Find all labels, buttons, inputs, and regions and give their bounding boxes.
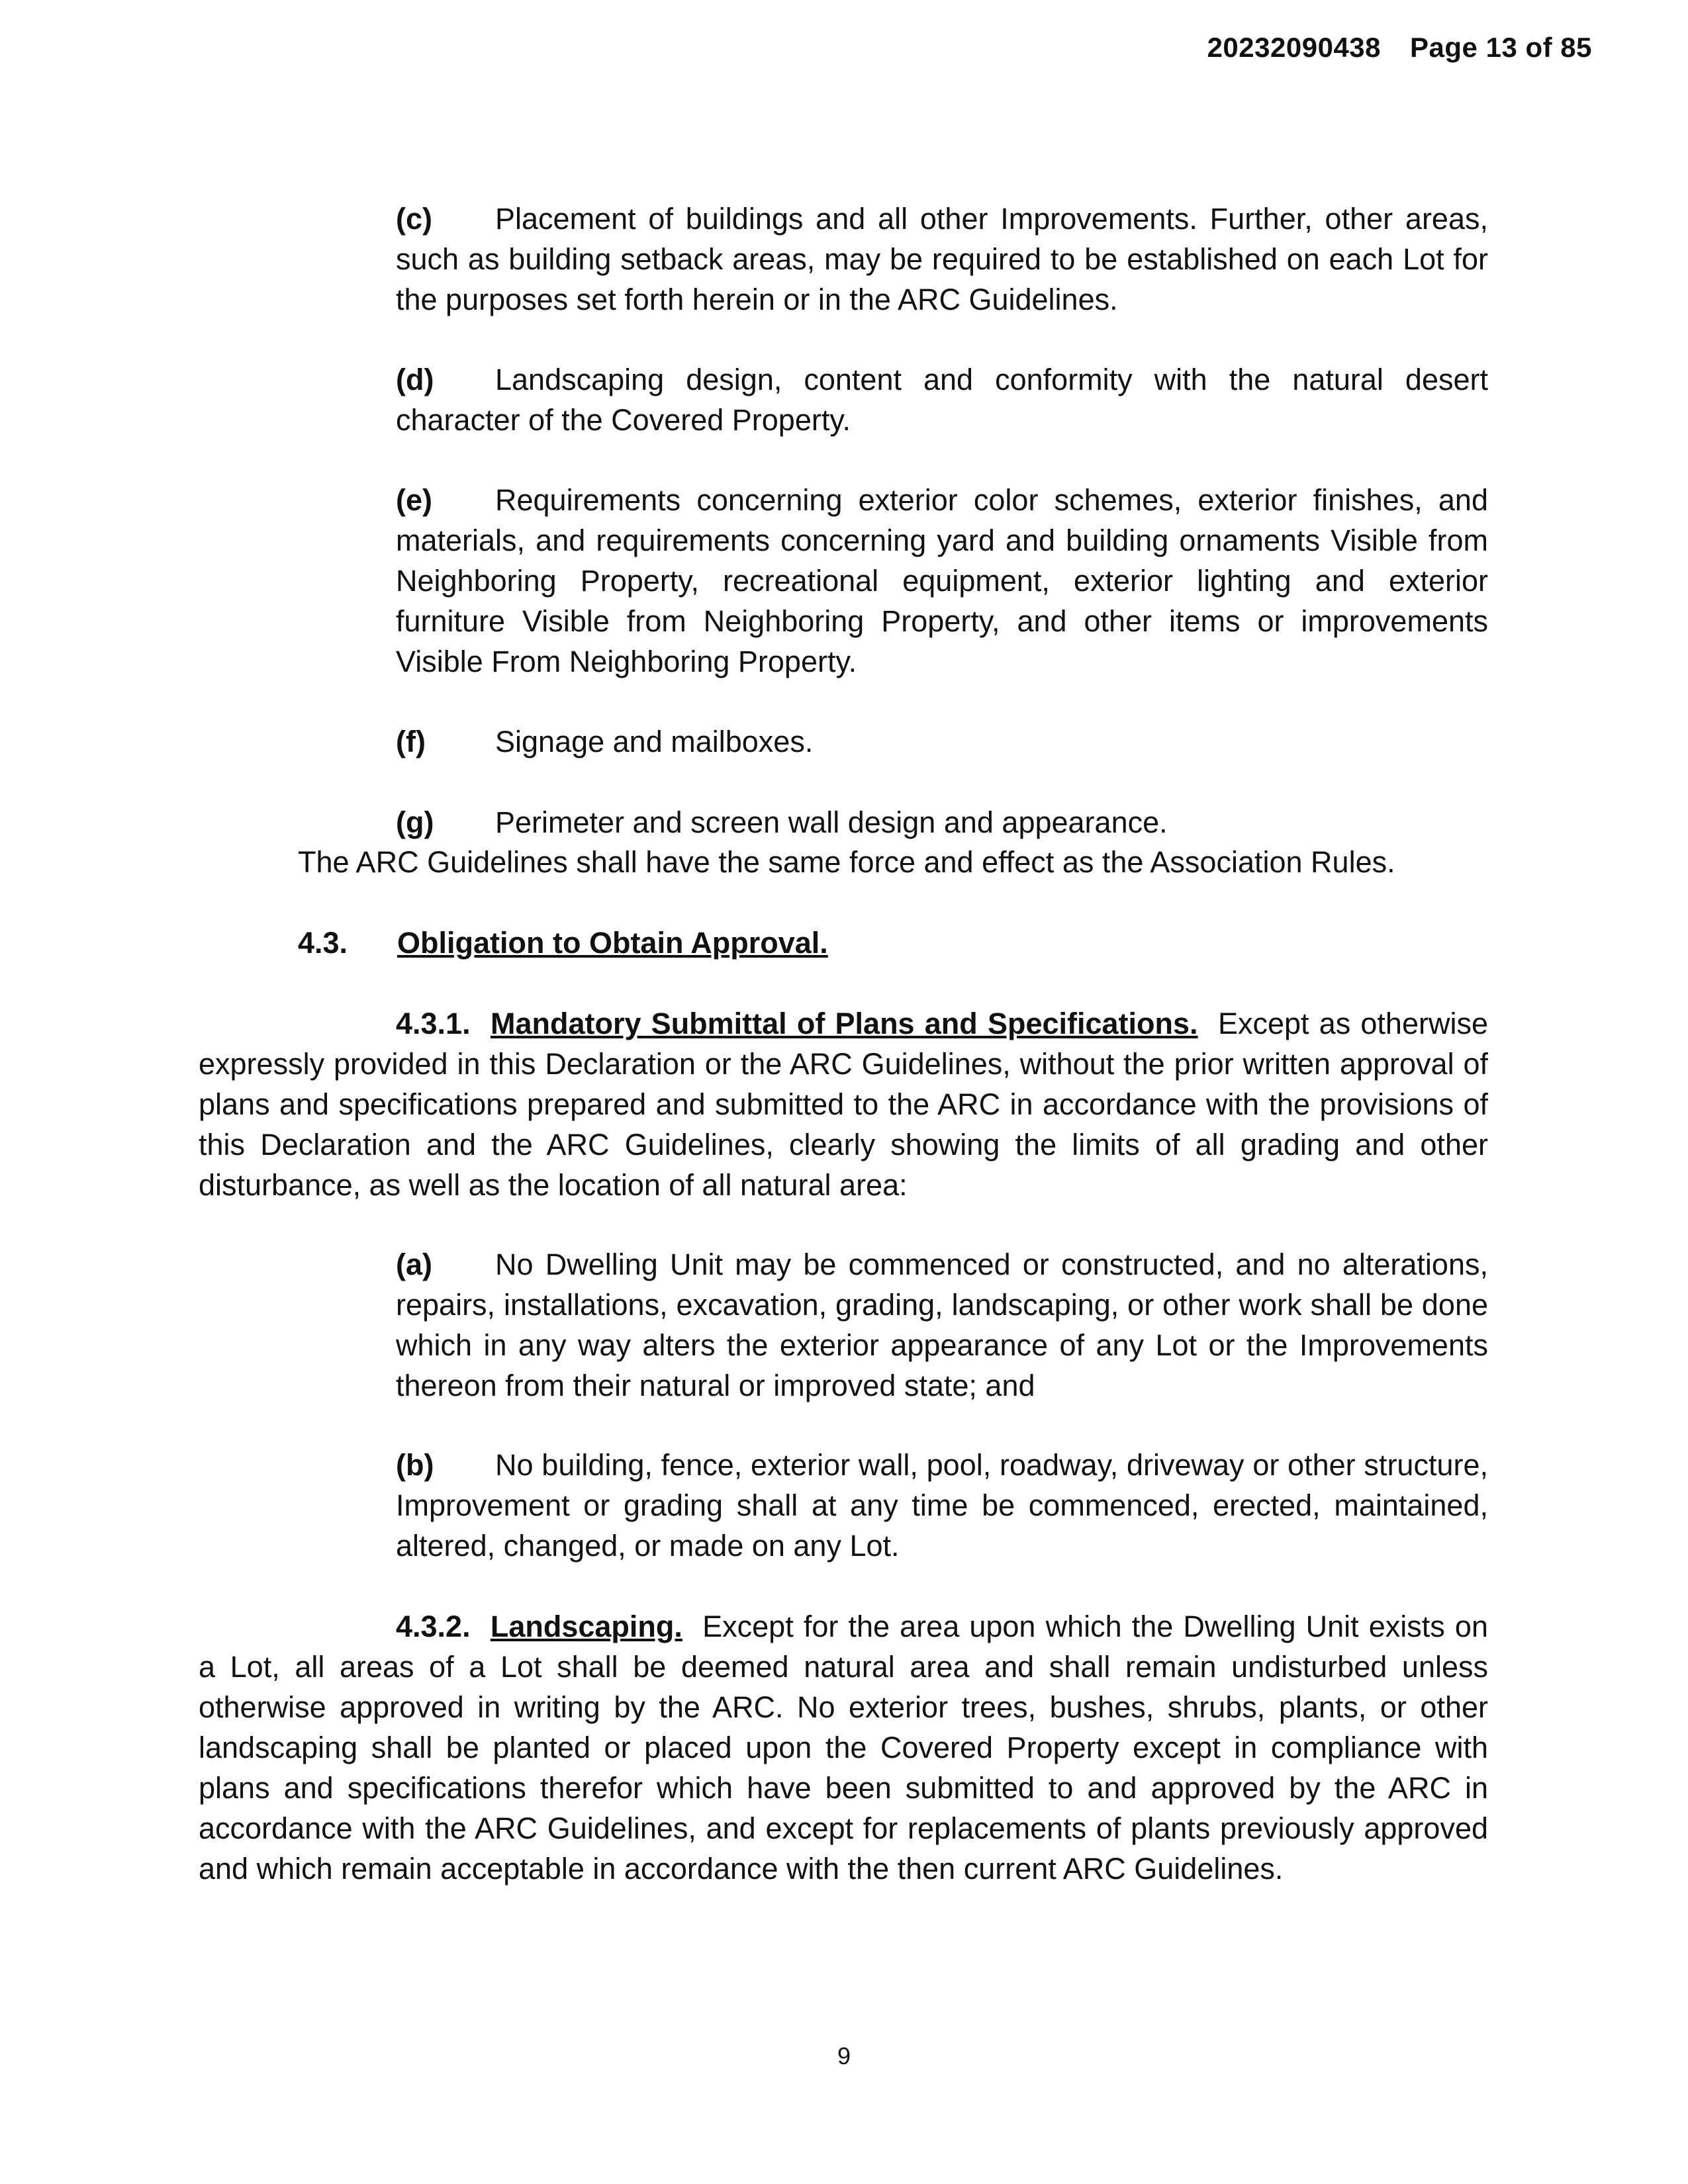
subsection-title: Landscaping. (490, 1610, 682, 1643)
section-title: Obligation to Obtain Approval. (397, 926, 828, 960)
list-item-text: Placement of buildings and all other Improvements. Further, other areas, such as building setback areas, may be required to be established on each Lot for the purposes set forth herein or in the ARC Guidelines. (396, 202, 1488, 316)
section-4-3-2 (199, 1606, 1488, 1889)
subsection-number: 4.3.1. (396, 1007, 471, 1040)
list-item-b (396, 1445, 1488, 1566)
document-number: 20232090438 (1207, 32, 1382, 63)
list-item-label: (b) (396, 1448, 434, 1482)
subsection-text: Except as otherwise expressly provided in this Declaration or the ARC Guidelines, without the prior written approval of plans and specifications prepared and submitted to the ARC in accordance with the provisions of this Declaration and the ARC Guidelines, clearly showing the limits of all grading and other disturbance, as well as the location of all natural area: (199, 1007, 1488, 1202)
guidelines-note: The ARC Guidelines shall have the same force and effect as the Association Rules. (298, 845, 1395, 879)
list-item-text: Signage and mailboxes. (495, 725, 814, 758)
list-item-label: (f) (396, 725, 426, 758)
list-item-text: No building, fence, exterior wall, pool, roadway, driveway or other structure, Improvement or grading shall at any time be commenced, erected, maintained, altered, changed, or made on any Lot. (396, 1448, 1488, 1563)
page-header (1207, 32, 1592, 64)
list-item-text: No Dwelling Unit may be commenced or constructed, and no alterations, repairs, installations, excavation, grading, landscaping, or other work shall be done which in any way alters the exterior appearance of any Lot or the Improvements thereon from their natural or improved state; and (396, 1248, 1488, 1402)
section-heading-4-3 (298, 923, 828, 963)
list-item-label: (g) (396, 805, 434, 839)
page-number: 9 (837, 2042, 851, 2070)
list-item-e (396, 480, 1488, 682)
subsection-title: Mandatory Submittal of Plans and Specifications. (490, 1007, 1198, 1040)
section-number: 4.3. (298, 926, 348, 960)
list-item-a (396, 1244, 1488, 1406)
subsection-number: 4.3.2. (396, 1610, 471, 1643)
list-item-text: Perimeter and screen wall design and appearance. (495, 805, 1168, 839)
list-item-label: (e) (396, 483, 432, 517)
list-item-label: (d) (396, 363, 434, 396)
list-item-label: (a) (396, 1248, 432, 1281)
list-item-g (396, 802, 1488, 842)
list-item-d (396, 359, 1488, 440)
list-item-label: (c) (396, 202, 432, 236)
list-item-text: Requirements concerning exterior color schemes, exterior finishes, and materials, and requirements concerning yard and building ornaments Visible from Neighboring Property, recreational equipment, exterior lighting and exterior furniture Visible from Neighboring Property, and other items or improvements Visible From Neighboring Property. (396, 483, 1488, 678)
list-item-c (396, 199, 1488, 320)
subsection-text: Except for the area upon which the Dwelling Unit exists on a Lot, all areas of a Lot shall be deemed natural area and shall remain undisturbed unless otherwise approved in writing by the ARC. No exterior trees, bushes, shrubs, plants, or other landscaping shall be planted or placed upon the Covered Property except in compliance with plans and specifications therefor which have been submitted to and approved by the ARC in accordance with the ARC Guidelines, and except for replacements of plants previously approved and which remain acceptable in accordance with the then current ARC Guidelines. (199, 1610, 1488, 1886)
list-item-text: Landscaping design, content and conformity with the natural desert character of the Covered Property. (396, 363, 1488, 437)
page-label: Page 13 of 85 (1410, 32, 1592, 63)
list-item-f (396, 721, 1488, 762)
section-4-3-1 (199, 1003, 1488, 1205)
